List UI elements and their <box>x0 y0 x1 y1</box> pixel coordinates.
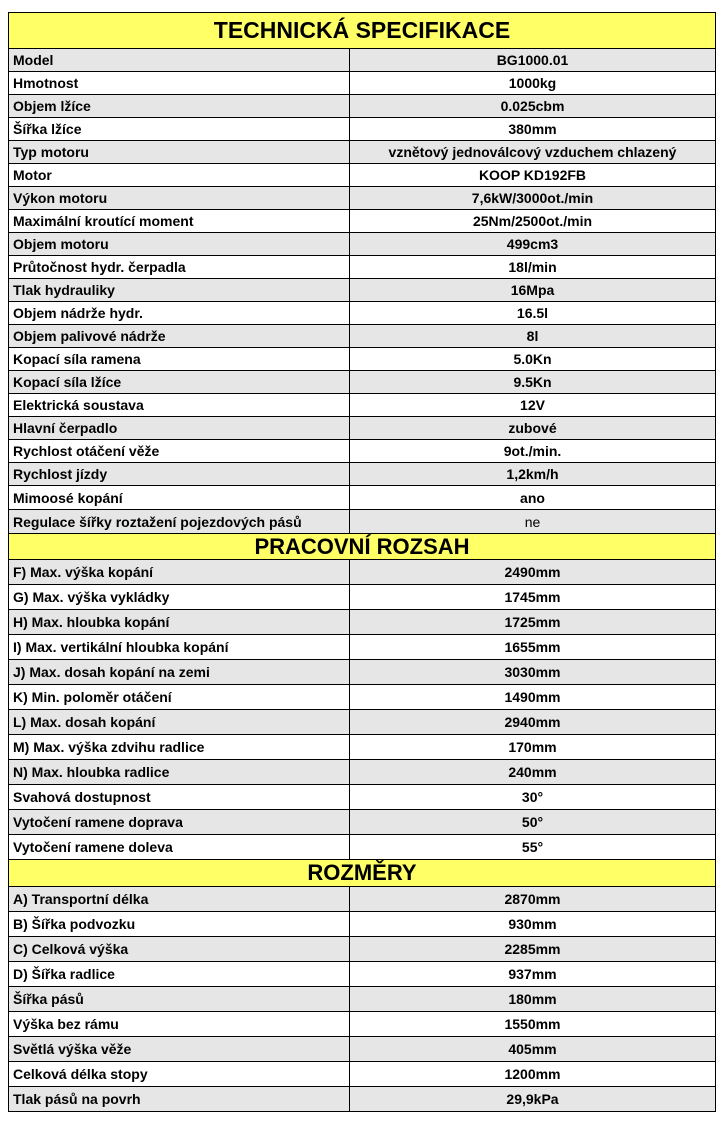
title-row <box>9 13 716 49</box>
spec-value: 1655mm <box>350 635 716 660</box>
spec-value: 9.5Kn <box>350 371 716 394</box>
spec-label: Objem lžíce <box>9 95 350 118</box>
spec-value: ne <box>350 510 716 534</box>
table-row <box>9 810 716 835</box>
spec-value: 2870mm <box>350 887 716 912</box>
spec-value: 3030mm <box>350 660 716 685</box>
table-row <box>9 937 716 962</box>
table-row <box>9 72 716 95</box>
spec-value: ano <box>350 486 716 510</box>
table-row <box>9 785 716 810</box>
spec-value: 7,6kW/3000ot./min <box>350 187 716 210</box>
table-row <box>9 912 716 937</box>
table-row <box>9 635 716 660</box>
table-row <box>9 417 716 440</box>
spec-value: 937mm <box>350 962 716 987</box>
table-row <box>9 1012 716 1037</box>
spec-label: Hmotnost <box>9 72 350 95</box>
spec-label: Svahová dostupnost <box>9 785 350 810</box>
spec-label: K) Min. poloměr otáčení <box>9 685 350 710</box>
spec-value: 1490mm <box>350 685 716 710</box>
spec-value: 1,2km/h <box>350 463 716 486</box>
table-row <box>9 141 716 164</box>
section-header-row <box>9 860 716 887</box>
spec-label: I) Max. vertikální hloubka kopání <box>9 635 350 660</box>
spec-value: 16.5l <box>350 302 716 325</box>
table-row <box>9 256 716 279</box>
spec-value: 50° <box>350 810 716 835</box>
spec-label: Objem motoru <box>9 233 350 256</box>
spec-value: zubové <box>350 417 716 440</box>
table-row <box>9 440 716 463</box>
spec-label: Výška bez rámu <box>9 1012 350 1037</box>
spec-label: Tlak pásů na povrh <box>9 1087 350 1112</box>
spec-label: Šířka lžíce <box>9 118 350 141</box>
table-row <box>9 987 716 1012</box>
spec-value: 9ot./min. <box>350 440 716 463</box>
table-row <box>9 394 716 417</box>
spec-value: 8l <box>350 325 716 348</box>
spec-label: D) Šířka radlice <box>9 962 350 987</box>
spec-value: 1725mm <box>350 610 716 635</box>
spec-label: Průtočnost hydr. čerpadla <box>9 256 350 279</box>
spec-value: 30° <box>350 785 716 810</box>
spec-value: 1745mm <box>350 585 716 610</box>
spec-label: Model <box>9 49 350 72</box>
table-row <box>9 710 716 735</box>
table-row <box>9 760 716 785</box>
spec-label: Mimoosé kopání <box>9 486 350 510</box>
spec-value: 380mm <box>350 118 716 141</box>
spec-value: 1550mm <box>350 1012 716 1037</box>
table-row <box>9 463 716 486</box>
spec-label: Světlá výška věže <box>9 1037 350 1062</box>
spec-value: vznětový jednoválcový vzduchem chlazený <box>350 141 716 164</box>
table-row <box>9 118 716 141</box>
table-row <box>9 325 716 348</box>
spec-value: 18l/min <box>350 256 716 279</box>
section-heading: ROZMĚRY <box>9 860 716 887</box>
section-header-row <box>9 534 716 560</box>
table-row <box>9 49 716 72</box>
spec-label: F) Max. výška kopání <box>9 560 350 585</box>
spec-label: M) Max. výška zdvihu radlice <box>9 735 350 760</box>
table-row <box>9 187 716 210</box>
spec-label: Objem nádrže hydr. <box>9 302 350 325</box>
table-row <box>9 1062 716 1087</box>
table-row <box>9 233 716 256</box>
spec-label: Rychlost jízdy <box>9 463 350 486</box>
spec-label: Typ motoru <box>9 141 350 164</box>
spec-value: 2285mm <box>350 937 716 962</box>
spec-label: G) Max. výška vykládky <box>9 585 350 610</box>
spec-label: Motor <box>9 164 350 187</box>
spec-label: Vytočení ramene doleva <box>9 835 350 860</box>
table-row <box>9 835 716 860</box>
spec-value: 180mm <box>350 987 716 1012</box>
spec-value: 5.0Kn <box>350 348 716 371</box>
spec-label: H) Max. hloubka kopání <box>9 610 350 635</box>
table-row <box>9 302 716 325</box>
spec-label: Tlak hydrauliky <box>9 279 350 302</box>
spec-label: Hlavní čerpadlo <box>9 417 350 440</box>
spec-value: 1000kg <box>350 72 716 95</box>
spec-label: N) Max. hloubka radlice <box>9 760 350 785</box>
spec-label: B) Šířka podvozku <box>9 912 350 937</box>
table-row <box>9 585 716 610</box>
table-row <box>9 348 716 371</box>
table-row <box>9 610 716 635</box>
spec-label: Elektrická soustava <box>9 394 350 417</box>
spec-value: 0.025cbm <box>350 95 716 118</box>
spec-value: BG1000.01 <box>350 49 716 72</box>
spec-value: 2490mm <box>350 560 716 585</box>
spec-label: Šířka pásů <box>9 987 350 1012</box>
table-row <box>9 887 716 912</box>
section-heading: PRACOVNÍ ROZSAH <box>9 534 716 560</box>
spec-value: 405mm <box>350 1037 716 1062</box>
table-row <box>9 962 716 987</box>
spec-label: Maximální kroutící moment <box>9 210 350 233</box>
spec-value: KOOP KD192FB <box>350 164 716 187</box>
spec-label: Rychlost otáčení věže <box>9 440 350 463</box>
spec-table-body <box>9 13 716 1112</box>
spec-value: 1200mm <box>350 1062 716 1087</box>
spec-label: A) Transportní délka <box>9 887 350 912</box>
table-row <box>9 279 716 302</box>
spec-label: C) Celková výška <box>9 937 350 962</box>
spec-label: Celková délka stopy <box>9 1062 350 1087</box>
spec-value: 16Mpa <box>350 279 716 302</box>
table-row <box>9 371 716 394</box>
spec-value: 29,9kPa <box>350 1087 716 1112</box>
spec-label: Regulace šířky roztažení pojezdových pásů <box>9 510 350 534</box>
page-title: TECHNICKÁ SPECIFIKACE <box>9 13 716 49</box>
table-row <box>9 685 716 710</box>
spec-value: 930mm <box>350 912 716 937</box>
spec-label: J) Max. dosah kopání na zemi <box>9 660 350 685</box>
spec-label: Výkon motoru <box>9 187 350 210</box>
table-row <box>9 735 716 760</box>
spec-value: 499cm3 <box>350 233 716 256</box>
spec-label: Kopací síla ramena <box>9 348 350 371</box>
spec-value: 2940mm <box>350 710 716 735</box>
spec-label: Vytočení ramene doprava <box>9 810 350 835</box>
table-row <box>9 560 716 585</box>
spec-value: 25Nm/2500ot./min <box>350 210 716 233</box>
table-row <box>9 486 716 510</box>
spec-value: 240mm <box>350 760 716 785</box>
spec-label: Objem palivové nádrže <box>9 325 350 348</box>
table-row <box>9 1037 716 1062</box>
table-row <box>9 164 716 187</box>
spec-value: 55° <box>350 835 716 860</box>
spec-label: Kopací síla lžíce <box>9 371 350 394</box>
spec-value: 12V <box>350 394 716 417</box>
spec-value: 170mm <box>350 735 716 760</box>
table-row <box>9 1087 716 1112</box>
table-row <box>9 210 716 233</box>
spec-table <box>8 12 716 1112</box>
table-row <box>9 95 716 118</box>
table-row <box>9 510 716 534</box>
table-row <box>9 660 716 685</box>
spec-label: L) Max. dosah kopání <box>9 710 350 735</box>
